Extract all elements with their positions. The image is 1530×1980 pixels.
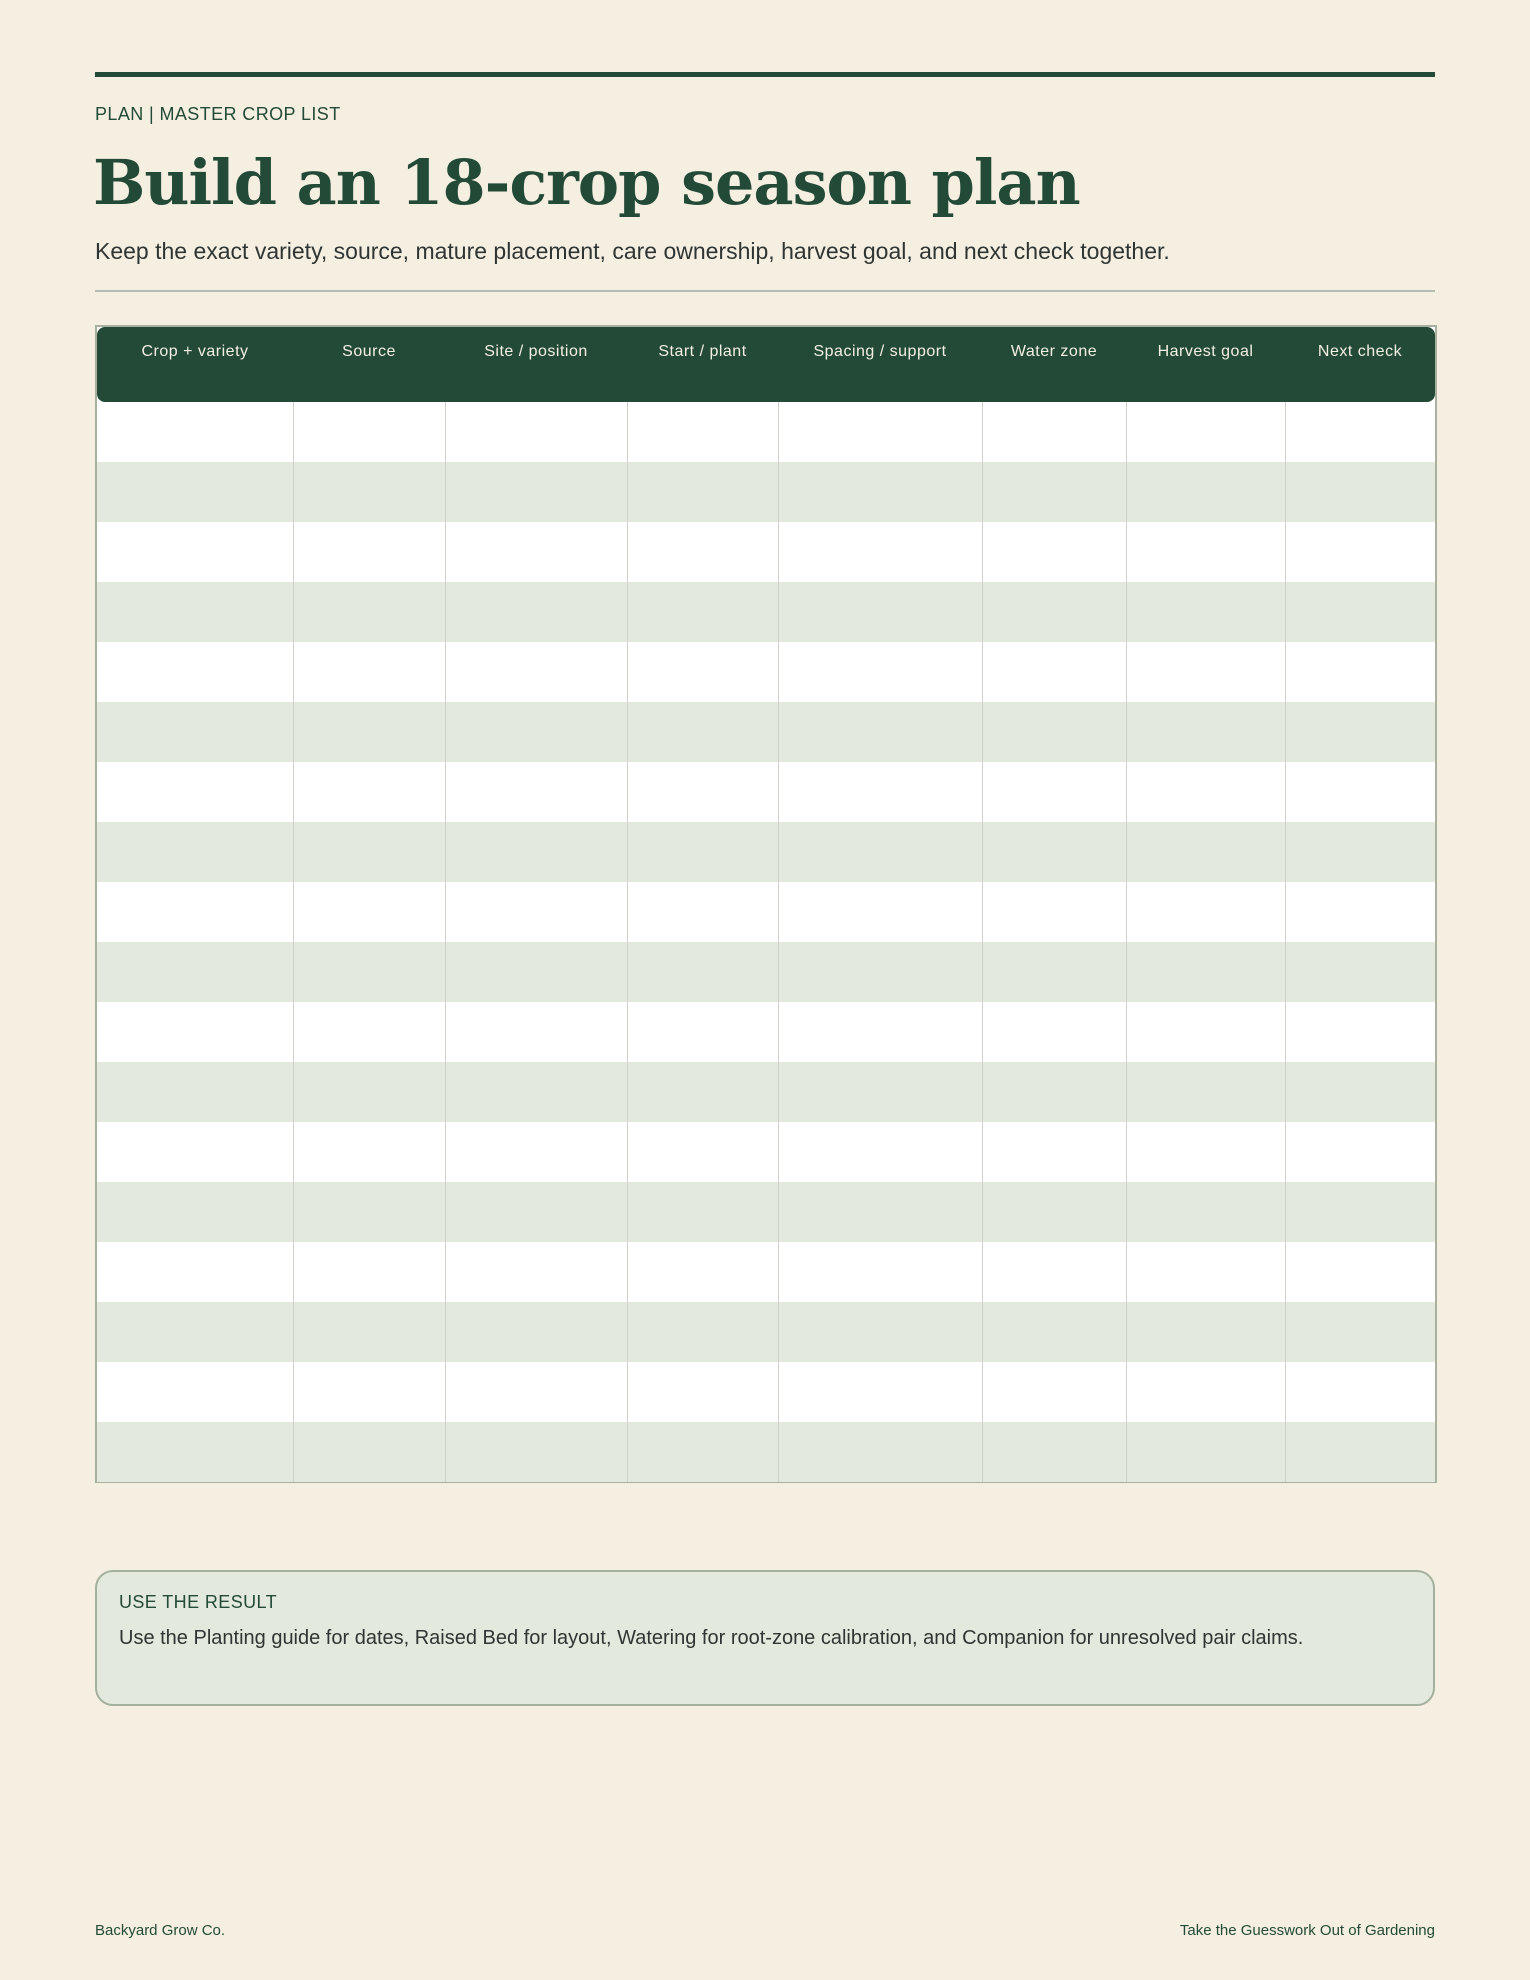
table-cell[interactable] xyxy=(445,1302,627,1362)
table-cell[interactable] xyxy=(97,522,293,582)
table-cell[interactable] xyxy=(97,702,293,762)
table-cell[interactable] xyxy=(627,762,778,822)
table-cell[interactable] xyxy=(97,882,293,942)
table-cell[interactable] xyxy=(293,1122,445,1182)
table-cell[interactable] xyxy=(982,882,1126,942)
table-row xyxy=(97,1062,1435,1122)
table-cell[interactable] xyxy=(778,1182,982,1242)
page-title: Build an 18-crop season plan xyxy=(93,146,1080,219)
table-cell[interactable] xyxy=(1126,402,1285,462)
table-cell[interactable] xyxy=(778,942,982,1002)
table-cell[interactable] xyxy=(293,822,445,882)
table-cell[interactable] xyxy=(293,762,445,822)
table-cell[interactable] xyxy=(97,1122,293,1182)
table-cell[interactable] xyxy=(778,1422,982,1482)
table-row xyxy=(97,462,1435,522)
table-cell[interactable] xyxy=(97,762,293,822)
table-cell[interactable] xyxy=(1126,1422,1285,1482)
table-cell[interactable] xyxy=(293,462,445,522)
table-row xyxy=(97,822,1435,882)
table-cell[interactable] xyxy=(778,522,982,582)
table-cell[interactable] xyxy=(1126,1242,1285,1302)
table-row xyxy=(97,1362,1435,1422)
table-cell[interactable] xyxy=(778,702,982,762)
table-cell[interactable] xyxy=(778,582,982,642)
table-cell[interactable] xyxy=(982,1362,1126,1422)
table-cell[interactable] xyxy=(293,1422,445,1482)
table-cell[interactable] xyxy=(1285,1122,1435,1182)
table-row xyxy=(97,882,1435,942)
table-cell[interactable] xyxy=(778,1122,982,1182)
table-row xyxy=(97,522,1435,582)
table-cell[interactable] xyxy=(1126,642,1285,702)
table-cell[interactable] xyxy=(1285,762,1435,822)
table-row xyxy=(97,642,1435,702)
table-cell[interactable] xyxy=(627,402,778,462)
column-header: Source xyxy=(293,327,445,402)
table-cell[interactable] xyxy=(445,1122,627,1182)
table-cell[interactable] xyxy=(97,942,293,1002)
table-cell[interactable] xyxy=(97,1242,293,1302)
table-cell[interactable] xyxy=(627,522,778,582)
callout-heading: USE THE RESULT xyxy=(119,1592,277,1612)
table-cell[interactable] xyxy=(778,1062,982,1122)
table-cell[interactable] xyxy=(97,822,293,882)
table-cell[interactable] xyxy=(982,522,1126,582)
table-row xyxy=(97,582,1435,642)
table-cell[interactable] xyxy=(445,1422,627,1482)
table-cell[interactable] xyxy=(1285,522,1435,582)
table-cell[interactable] xyxy=(445,1362,627,1422)
table-cell[interactable] xyxy=(293,582,445,642)
table-cell[interactable] xyxy=(982,942,1126,1002)
table-cell[interactable] xyxy=(627,942,778,1002)
table-cell[interactable] xyxy=(982,762,1126,822)
table-cell[interactable] xyxy=(293,882,445,942)
table-cell[interactable] xyxy=(1285,462,1435,522)
table-row xyxy=(97,1002,1435,1062)
table-cell[interactable] xyxy=(1285,882,1435,942)
top-rule xyxy=(95,72,1435,77)
table-cell[interactable] xyxy=(97,462,293,522)
table-cell[interactable] xyxy=(97,1422,293,1482)
table-cell[interactable] xyxy=(1126,522,1285,582)
table-cell[interactable] xyxy=(1126,1362,1285,1422)
table-cell[interactable] xyxy=(627,1122,778,1182)
table-cell[interactable] xyxy=(982,1302,1126,1362)
table-cell[interactable] xyxy=(778,762,982,822)
table-cell[interactable] xyxy=(982,402,1126,462)
table-cell[interactable] xyxy=(627,642,778,702)
table-cell[interactable] xyxy=(293,702,445,762)
table-cell[interactable] xyxy=(1285,1362,1435,1422)
table-cell[interactable] xyxy=(1285,942,1435,1002)
table-cell[interactable] xyxy=(1126,1062,1285,1122)
crop-table xyxy=(97,327,1435,1482)
table-cell[interactable] xyxy=(1126,1002,1285,1062)
table-cell[interactable] xyxy=(445,1182,627,1242)
table-cell[interactable] xyxy=(982,1242,1126,1302)
table-cell[interactable] xyxy=(1126,462,1285,522)
table-cell[interactable] xyxy=(1126,702,1285,762)
table-cell[interactable] xyxy=(982,1002,1126,1062)
table-cell[interactable] xyxy=(293,1302,445,1362)
table-cell[interactable] xyxy=(627,1362,778,1422)
table-cell[interactable] xyxy=(778,1242,982,1302)
table-cell[interactable] xyxy=(1126,942,1285,1002)
table-cell[interactable] xyxy=(293,1362,445,1422)
table-cell[interactable] xyxy=(627,1182,778,1242)
table-cell[interactable] xyxy=(445,402,627,462)
table-cell[interactable] xyxy=(97,1362,293,1422)
table-cell[interactable] xyxy=(97,1182,293,1242)
table-cell[interactable] xyxy=(778,1002,982,1062)
table-cell[interactable] xyxy=(445,582,627,642)
table-header-row xyxy=(97,327,1435,402)
use-the-result-callout xyxy=(95,1570,1435,1706)
table-cell[interactable] xyxy=(97,1062,293,1122)
table-cell[interactable] xyxy=(445,462,627,522)
page-subtitle: Keep the exact variety, source, mature placement, care ownership, harvest goal, and next check together. xyxy=(95,238,1170,264)
table-cell[interactable] xyxy=(1126,1122,1285,1182)
table-cell[interactable] xyxy=(1285,1422,1435,1482)
table-cell[interactable] xyxy=(293,522,445,582)
table-cell[interactable] xyxy=(778,822,982,882)
table-cell[interactable] xyxy=(778,1362,982,1422)
crop-table-body xyxy=(97,402,1435,1482)
table-cell[interactable] xyxy=(445,642,627,702)
table-cell[interactable] xyxy=(627,702,778,762)
table-cell[interactable] xyxy=(1285,702,1435,762)
column-header: Spacing / support xyxy=(778,327,982,402)
table-cell[interactable] xyxy=(293,1002,445,1062)
table-cell[interactable] xyxy=(982,1422,1126,1482)
column-header: Water zone xyxy=(982,327,1126,402)
table-cell[interactable] xyxy=(778,882,982,942)
table-cell[interactable] xyxy=(627,1002,778,1062)
table-cell[interactable] xyxy=(982,642,1126,702)
table-row xyxy=(97,1182,1435,1242)
table-cell[interactable] xyxy=(293,402,445,462)
table-cell[interactable] xyxy=(293,642,445,702)
table-cell[interactable] xyxy=(1126,822,1285,882)
table-cell[interactable] xyxy=(982,462,1126,522)
table-cell[interactable] xyxy=(97,642,293,702)
column-header: Harvest goal xyxy=(1126,327,1285,402)
table-cell[interactable] xyxy=(627,882,778,942)
callout-body: Use the Planting guide for dates, Raised Bed for layout, Watering for root-zone calibration, and Companion for unresolved pair claims. xyxy=(119,1627,1304,1649)
column-header: Start / plant xyxy=(627,327,778,402)
table-cell[interactable] xyxy=(982,822,1126,882)
table-cell[interactable] xyxy=(445,1002,627,1062)
table-cell[interactable] xyxy=(293,1062,445,1122)
column-header: Site / position xyxy=(445,327,627,402)
table-cell[interactable] xyxy=(778,1302,982,1362)
crop-table-container xyxy=(95,325,1437,1483)
column-header: Next check xyxy=(1285,327,1435,402)
table-cell[interactable] xyxy=(1126,882,1285,942)
table-cell[interactable] xyxy=(97,582,293,642)
table-cell[interactable] xyxy=(627,462,778,522)
table-cell[interactable] xyxy=(1126,1182,1285,1242)
table-cell[interactable] xyxy=(982,1062,1126,1122)
table-cell[interactable] xyxy=(982,1182,1126,1242)
column-header: Crop + variety xyxy=(97,327,293,402)
table-cell[interactable] xyxy=(445,942,627,1002)
table-row xyxy=(97,1302,1435,1362)
table-cell[interactable] xyxy=(1285,822,1435,882)
table-row xyxy=(97,402,1435,462)
table-cell[interactable] xyxy=(293,1242,445,1302)
footer-tagline: Take the Guesswork Out of Gardening xyxy=(1179,1922,1435,1939)
table-cell[interactable] xyxy=(982,1122,1126,1182)
table-cell[interactable] xyxy=(445,702,627,762)
table-cell[interactable] xyxy=(1126,1302,1285,1362)
table-cell[interactable] xyxy=(1285,1002,1435,1062)
table-cell[interactable] xyxy=(627,1062,778,1122)
table-cell[interactable] xyxy=(445,1062,627,1122)
table-cell[interactable] xyxy=(445,882,627,942)
table-row xyxy=(97,1422,1435,1482)
table-cell[interactable] xyxy=(778,462,982,522)
section-eyebrow: PLAN | MASTER CROP LIST xyxy=(95,104,341,124)
table-row xyxy=(97,702,1435,762)
table-cell[interactable] xyxy=(293,1182,445,1242)
table-cell[interactable] xyxy=(1285,582,1435,642)
table-cell[interactable] xyxy=(445,522,627,582)
table-cell[interactable] xyxy=(627,1422,778,1482)
table-cell[interactable] xyxy=(982,582,1126,642)
table-cell[interactable] xyxy=(778,402,982,462)
table-cell[interactable] xyxy=(982,702,1126,762)
table-cell[interactable] xyxy=(1285,1182,1435,1242)
table-cell[interactable] xyxy=(627,822,778,882)
table-cell[interactable] xyxy=(445,1242,627,1302)
table-row xyxy=(97,1242,1435,1302)
table-cell[interactable] xyxy=(627,1242,778,1302)
table-cell[interactable] xyxy=(1285,402,1435,462)
table-row xyxy=(97,1122,1435,1182)
table-cell[interactable] xyxy=(1285,1242,1435,1302)
table-cell[interactable] xyxy=(97,402,293,462)
table-cell[interactable] xyxy=(1126,582,1285,642)
table-cell[interactable] xyxy=(445,762,627,822)
footer-brand: Backyard Grow Co. xyxy=(95,1922,226,1939)
header-divider xyxy=(95,290,1435,292)
table-cell[interactable] xyxy=(293,942,445,1002)
table-cell[interactable] xyxy=(1285,1062,1435,1122)
table-cell[interactable] xyxy=(627,582,778,642)
table-cell[interactable] xyxy=(1285,1302,1435,1362)
table-cell[interactable] xyxy=(97,1302,293,1362)
table-cell[interactable] xyxy=(627,1302,778,1362)
table-cell[interactable] xyxy=(778,642,982,702)
table-row xyxy=(97,942,1435,1002)
table-cell[interactable] xyxy=(445,822,627,882)
table-cell[interactable] xyxy=(97,1002,293,1062)
table-cell[interactable] xyxy=(1285,642,1435,702)
table-row xyxy=(97,762,1435,822)
table-cell[interactable] xyxy=(1126,762,1285,822)
